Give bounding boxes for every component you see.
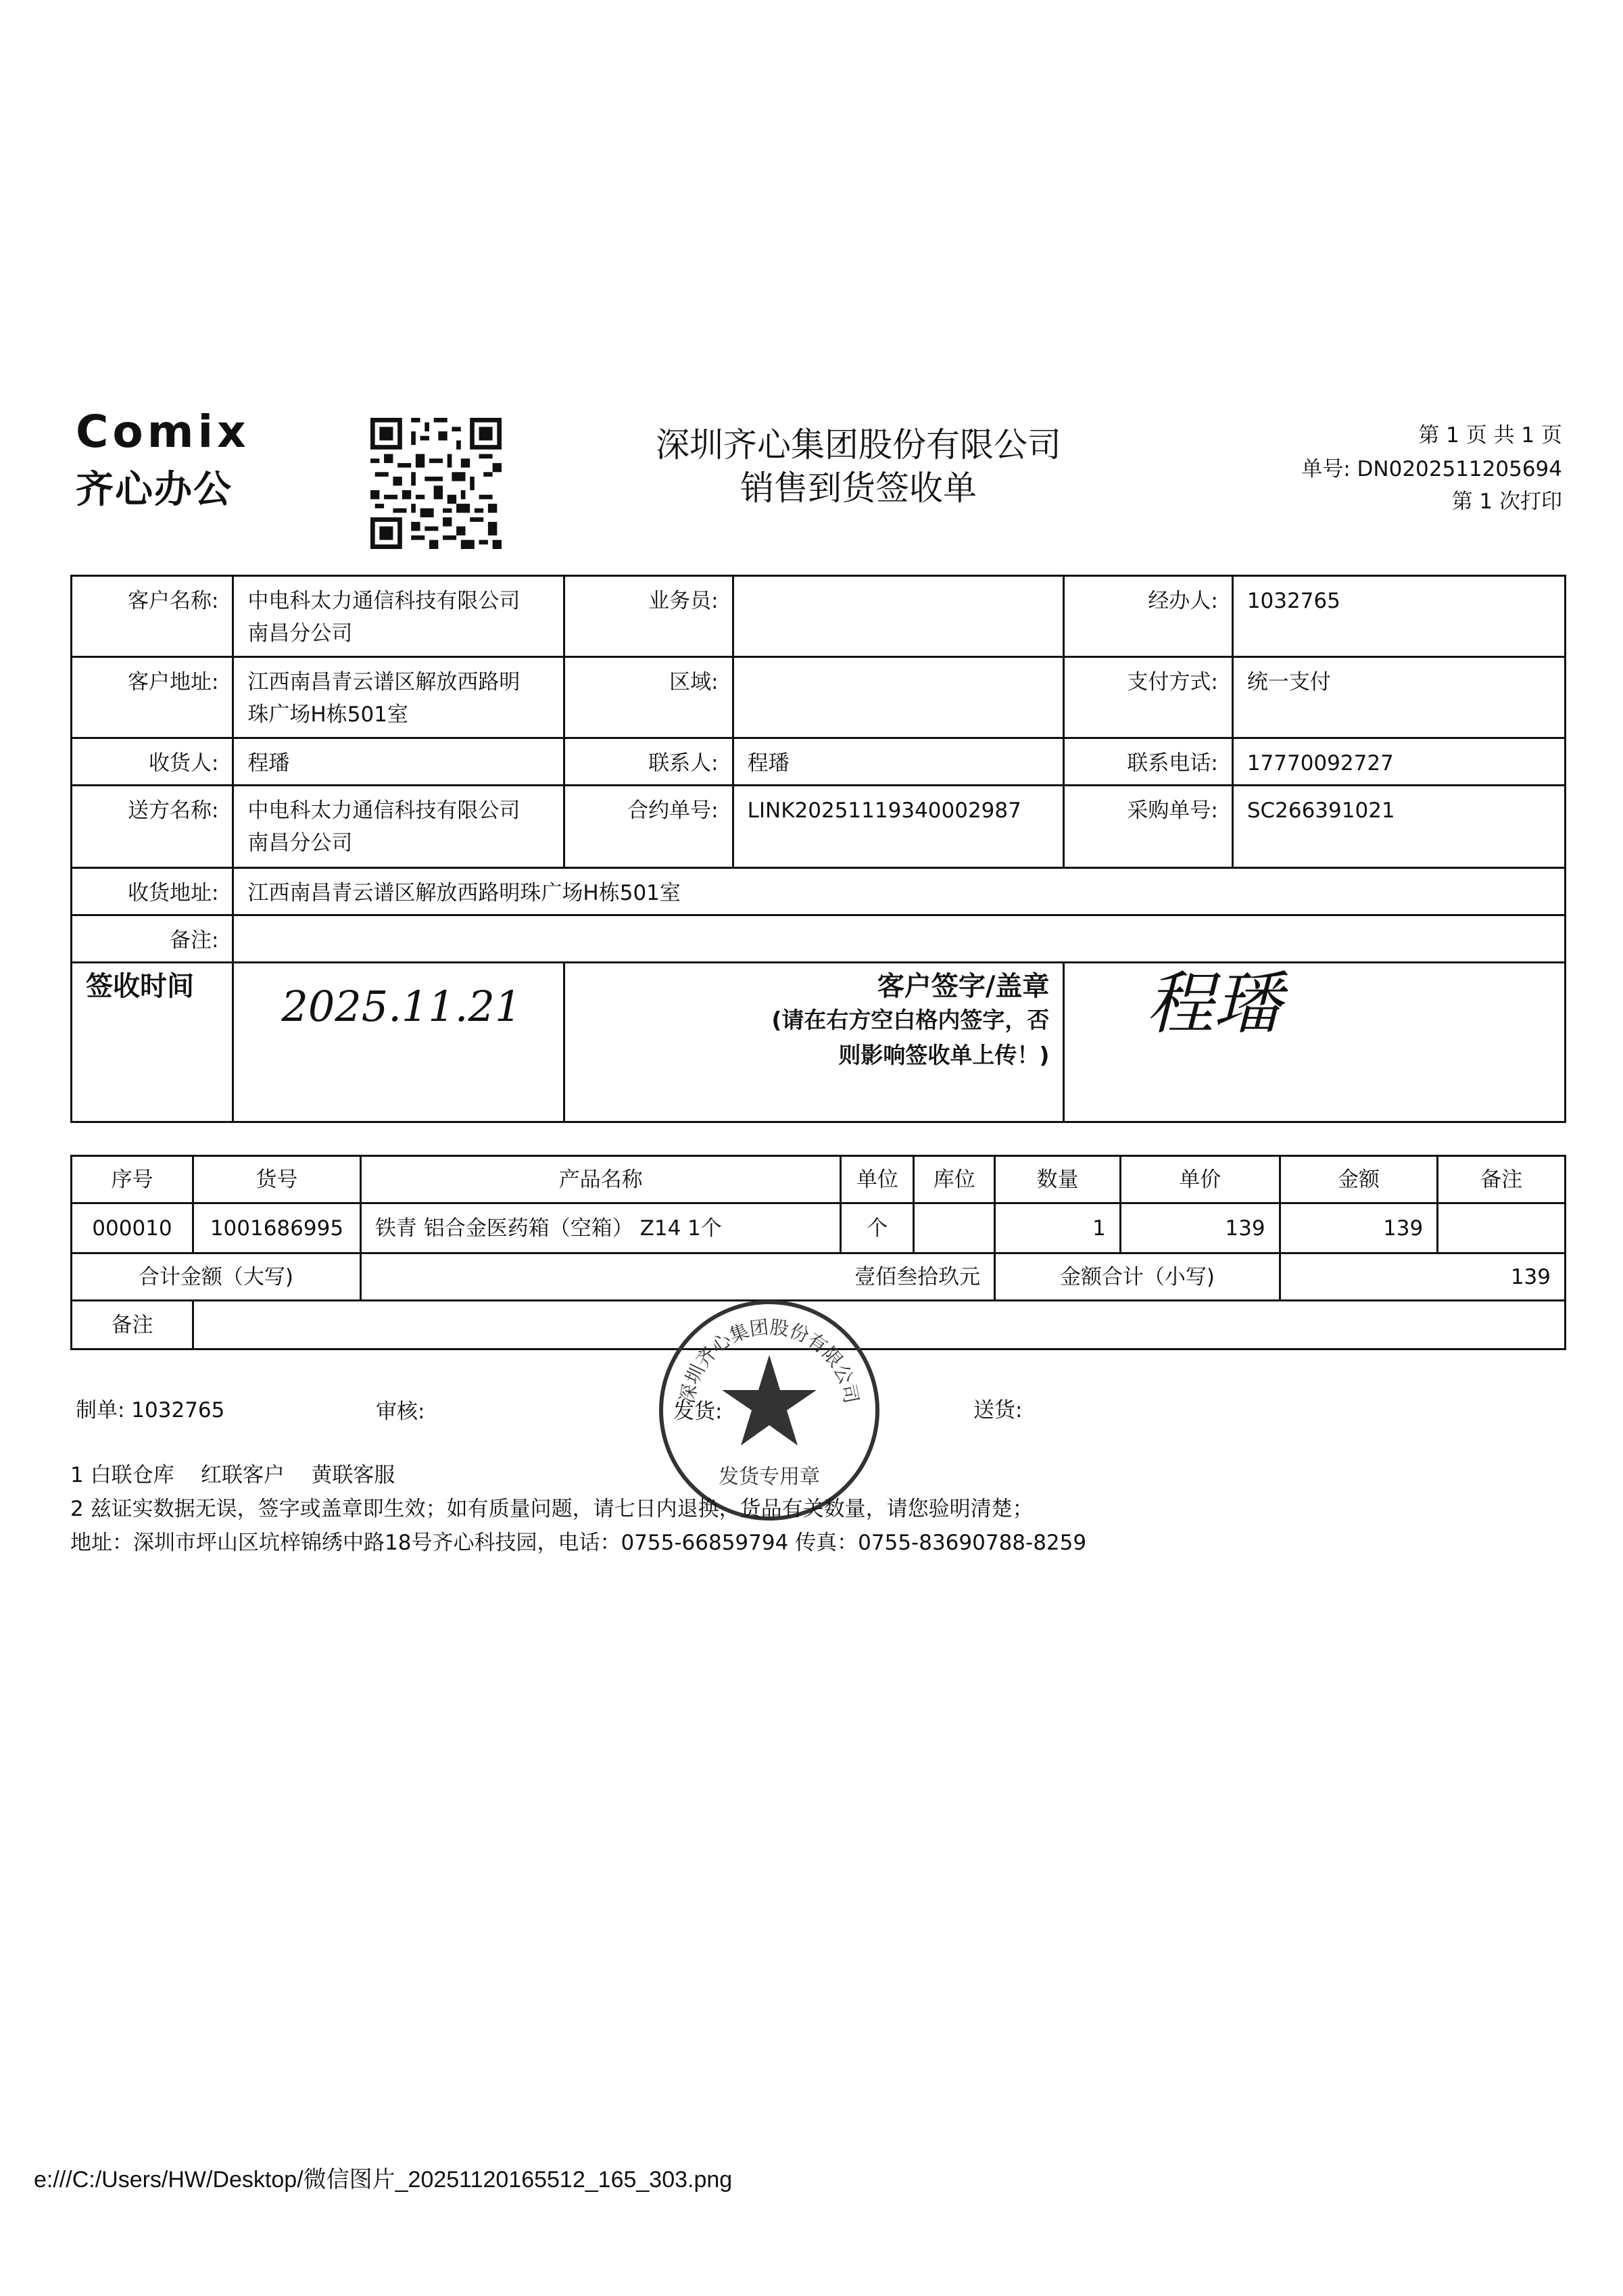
sign-time-cell <box>233 963 564 1122</box>
region-value <box>733 657 1064 738</box>
items-remark-label: 备注 <box>72 1301 193 1349</box>
payment-label: 支付方式: <box>1064 657 1232 738</box>
contract-value: LINK20251119340002987 <box>733 786 1064 868</box>
table-row <box>72 1203 1566 1253</box>
item-name: 铁青 铝合金医药箱（空箱） Z14 1个 <box>360 1203 840 1253</box>
handler-label: 经办人: <box>1064 576 1232 657</box>
total-lower-value: 139 <box>1280 1253 1565 1301</box>
receiver-label: 收货人: <box>72 738 233 786</box>
print-count: 第 1 次打印 <box>1451 489 1562 514</box>
region-label: 区域: <box>564 657 733 738</box>
col-header-name: 产品名称 <box>360 1156 840 1203</box>
col-header-price: 单价 <box>1120 1156 1280 1203</box>
maker-field: 制单: 1032765 <box>76 1398 225 1422</box>
svg-text:发货专用章: 发货专用章 <box>719 1465 820 1489</box>
svg-text:深圳齐心集团股份有限公司: 深圳齐心集团股份有限公司 <box>675 1316 863 1406</box>
item-amount: 139 <box>1280 1203 1438 1253</box>
customer-sign-label: 客户签字/盖章 <box>877 971 1050 1002</box>
delivery-field: 送货: <box>973 1398 1023 1422</box>
total-upper-label: 合计金额（大写) <box>72 1253 361 1301</box>
col-header-location: 库位 <box>914 1156 995 1203</box>
total-upper-value: 壹佰叁拾玖元 <box>360 1253 994 1301</box>
contact-value: 程璠 <box>733 738 1064 786</box>
col-header-amount: 金额 <box>1280 1156 1438 1203</box>
ship-to-label: 送方名称: <box>72 786 233 868</box>
po-value: SC266391021 <box>1232 786 1565 868</box>
item-code: 1001686995 <box>193 1203 360 1253</box>
remark-label: 备注: <box>72 915 233 963</box>
contract-label: 合约单号: <box>564 786 733 868</box>
issue-field: 发货: <box>673 1400 723 1424</box>
customer-sign-label-cell <box>564 963 1064 1122</box>
contact-label: 联系人: <box>564 738 733 786</box>
customer-info-table <box>70 575 1566 1123</box>
customer-name: 中电科太力通信科技有限公司 南昌分公司 <box>233 576 564 657</box>
company-address: 地址：深圳市坪山区坑梓锦绣中路18号齐心科技园，电话：0755-66859794 传真：0755-83690788-8259 <box>70 1531 1087 1555</box>
total-lower-label: 金额合计（小写) <box>995 1253 1280 1301</box>
comix-logo-text: Comix <box>76 406 250 458</box>
col-header-code: 货号 <box>193 1156 360 1203</box>
validity-note: 2 兹证实数据无误，签字或盖章即生效；如有质量问题，请七日内退换，货品有关数量，请您验明清楚； <box>70 1497 1034 1521</box>
customer-sign-note-1: (请在右方空白格内签字，否 <box>771 1007 1050 1033</box>
delivery-address: 江西南昌青云谱区解放西路明珠广场H栋501室 <box>233 868 1566 915</box>
item-price: 139 <box>1120 1203 1280 1253</box>
salesman-value <box>733 576 1064 657</box>
handwritten-signature: 程璠 <box>1146 964 1282 1043</box>
audit-field: 审核: <box>376 1400 425 1424</box>
page-info: 第 1 页 共 1 页 <box>1418 423 1562 448</box>
ship-to-name: 中电科太力通信科技有限公司 南昌分公司 <box>233 786 564 868</box>
col-header-qty: 数量 <box>995 1156 1121 1203</box>
col-header-seq: 序号 <box>72 1156 193 1203</box>
company-name: 深圳齐心集团股份有限公司 <box>656 425 1061 464</box>
item-qty: 1 <box>995 1203 1121 1253</box>
customer-signature-cell <box>1064 963 1566 1122</box>
qr-code-icon <box>370 418 502 549</box>
delivery-address-label: 收货地址: <box>72 868 233 915</box>
item-note <box>1438 1203 1566 1253</box>
handler-value: 1032765 <box>1232 576 1565 657</box>
total-row <box>72 1253 1566 1301</box>
item-location <box>914 1203 995 1253</box>
file-path-text: e:///C:/Users/HW/Desktop/微信图片_20251120165512_165_303.png <box>34 2167 733 2193</box>
comix-logo-chinese: 齐心办公 <box>76 468 233 512</box>
item-unit: 个 <box>841 1203 914 1253</box>
customer-sign-note-2: 则影响签收单上传！) <box>838 1042 1050 1068</box>
col-header-note: 备注 <box>1438 1156 1566 1203</box>
sign-time-label: 签收时间 <box>72 963 233 1122</box>
phone-label: 联系电话: <box>1064 738 1232 786</box>
customer-address: 江西南昌青云谱区解放西路明 珠广场H栋501室 <box>233 657 564 738</box>
remark-value <box>233 915 1566 963</box>
salesman-label: 业务员: <box>564 576 733 657</box>
copy-distribution-note: 1 白联仓库 红联客户 黄联客服 <box>70 1463 395 1487</box>
document-number: 单号: DN0202511205694 <box>1301 457 1562 481</box>
customer-address-label: 客户地址: <box>72 657 233 738</box>
document-title: 销售到货签收单 <box>740 469 977 508</box>
po-label: 采购单号: <box>1064 786 1232 868</box>
items-header-row <box>72 1156 1566 1203</box>
phone-value: 17770092727 <box>1232 738 1565 786</box>
handwritten-sign-date: 2025.11.21 <box>281 982 522 1031</box>
col-header-unit: 单位 <box>841 1156 914 1203</box>
payment-value: 统一支付 <box>1232 657 1565 738</box>
customer-name-label: 客户名称: <box>72 576 233 657</box>
item-seq: 000010 <box>72 1203 193 1253</box>
receiver-value: 程璠 <box>233 738 564 786</box>
